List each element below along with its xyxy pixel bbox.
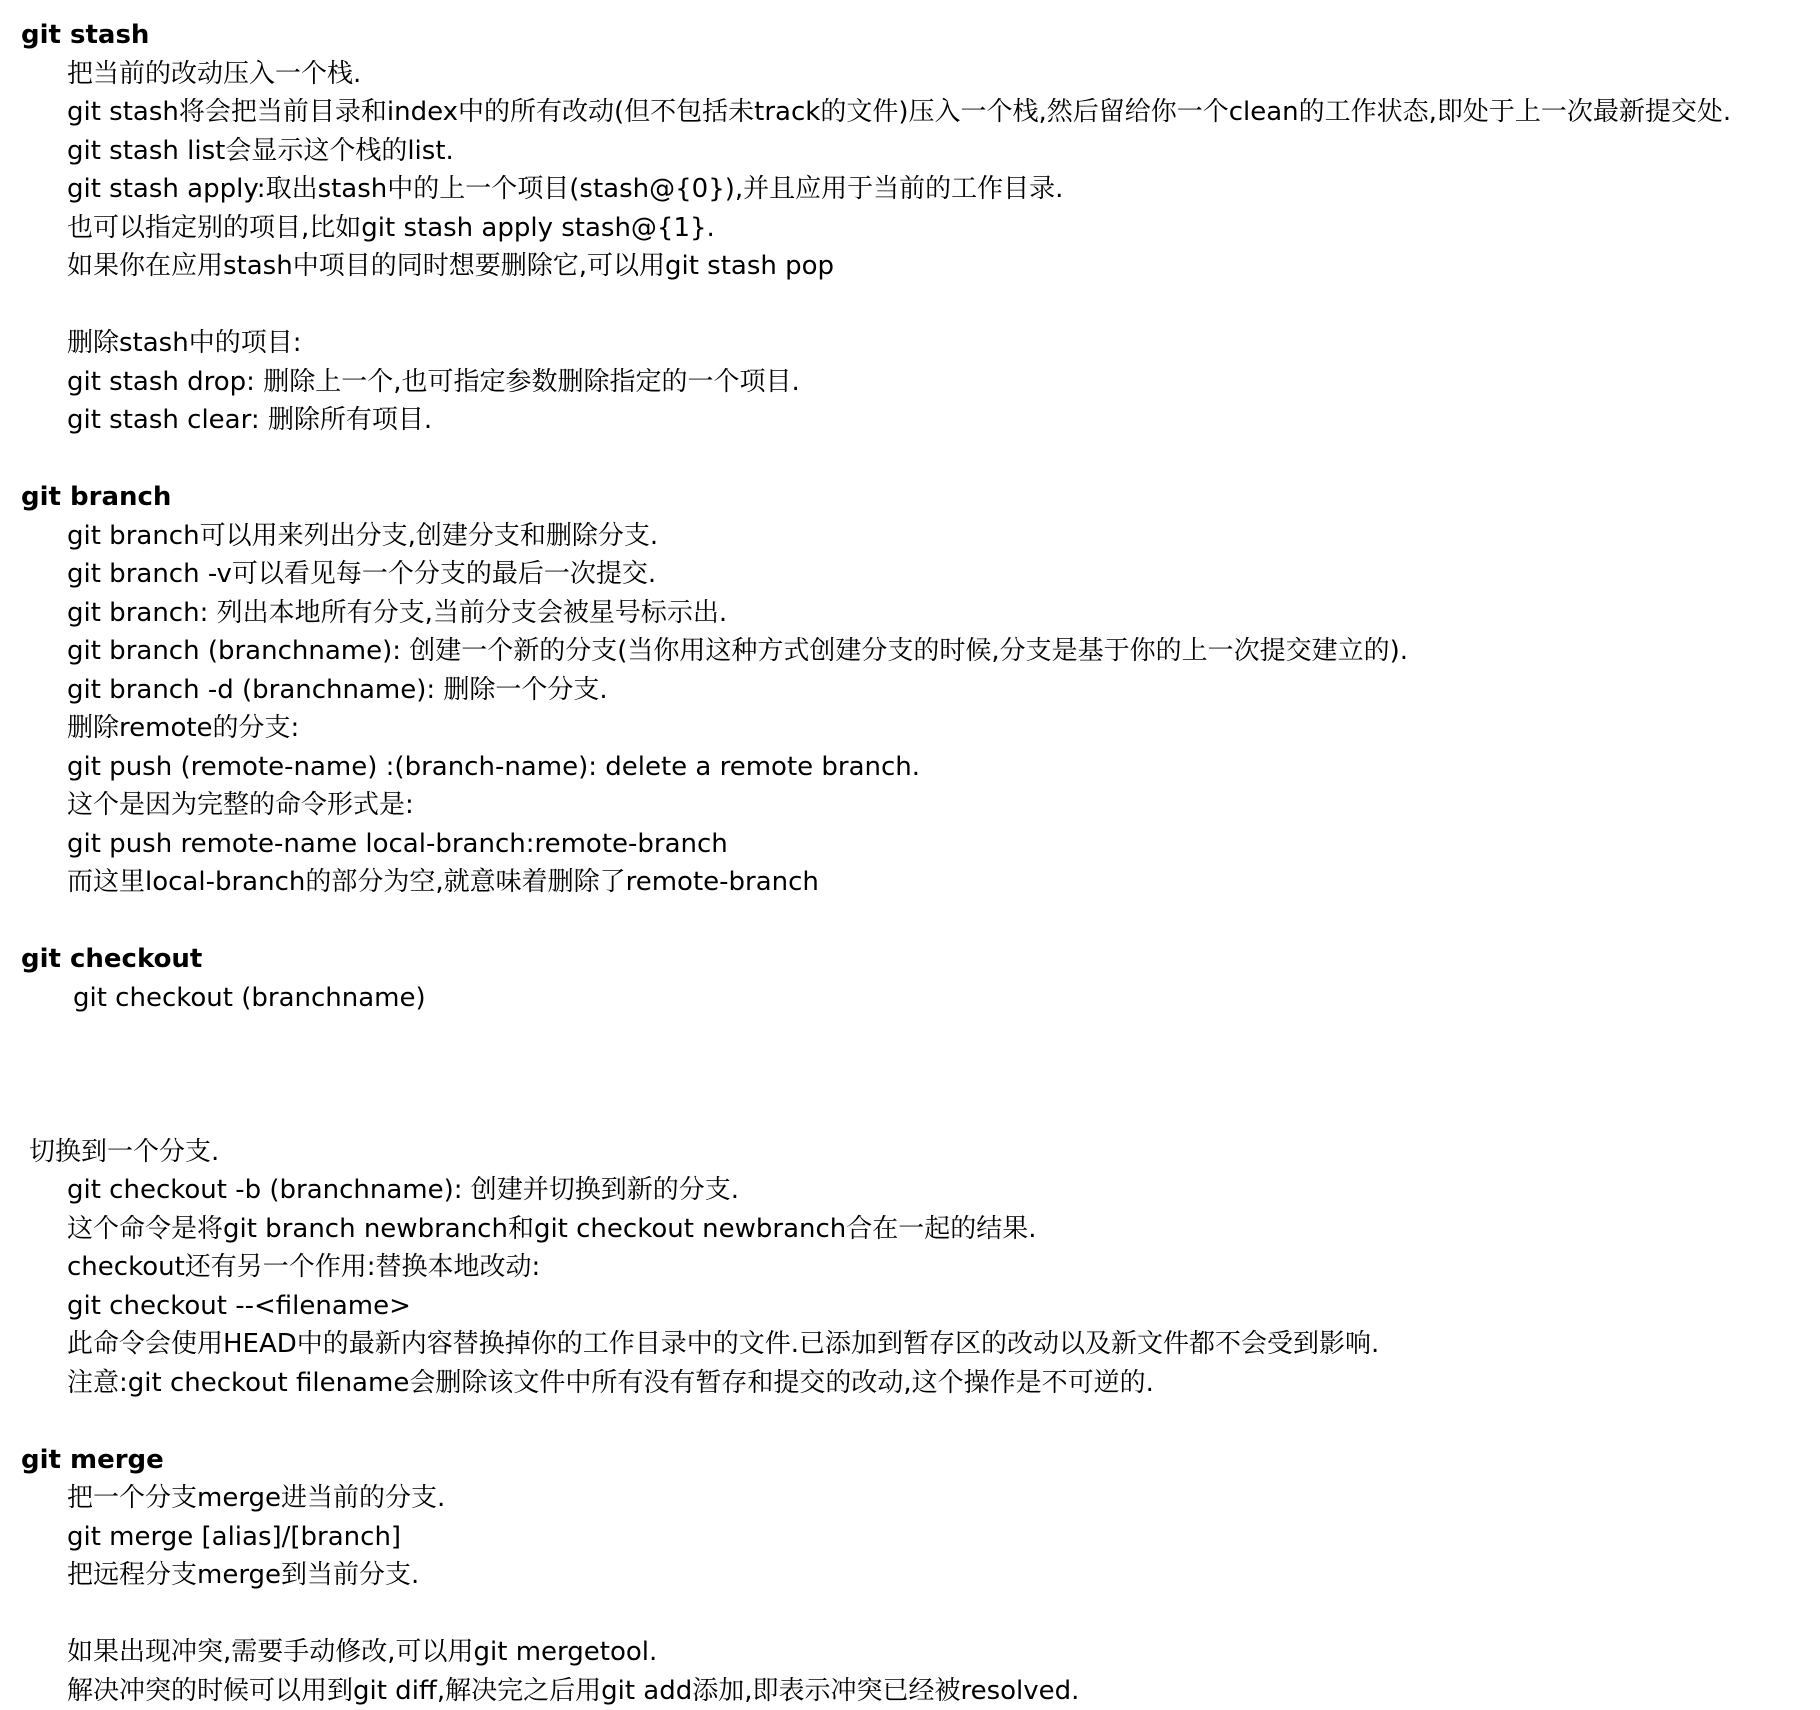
- text-line: git branch: 列出本地所有分支,当前分支会被星号标示出.: [21, 594, 1820, 633]
- section-title-checkout: git checkout: [21, 940, 1820, 979]
- text-line: 而这里local-branch的部分为空,就意味着删除了remote-branch: [21, 863, 1820, 902]
- text-line: 删除remote的分支:: [21, 709, 1820, 748]
- text-line: 此命令会使用HEAD中的最新内容替换掉你的工作目录中的文件.已添加到暂存区的改动以及新文件都不会受到影响.: [21, 1325, 1820, 1364]
- text-line: 把远程分支merge到当前分支.: [21, 1556, 1820, 1595]
- text-line: 切换到一个分支.: [21, 1133, 1820, 1172]
- text-line: 也可以指定别的项目,比如git stash apply stash@{1}.: [21, 209, 1820, 248]
- text-line: git checkout -b (branchname): 创建并切换到新的分支.: [21, 1171, 1820, 1210]
- blank-line: [21, 440, 1820, 479]
- section-git-checkout: [21, 940, 1820, 1402]
- text-line: git branch -v可以看见每一个分支的最后一次提交.: [21, 555, 1820, 594]
- text-line: git stash clear: 删除所有项目.: [21, 401, 1820, 440]
- text-line: 删除stash中的项目:: [21, 324, 1820, 363]
- text-line: git stash list会显示这个栈的list.: [21, 132, 1820, 171]
- section-git-merge: [21, 1441, 1820, 1710]
- text-line: git push remote-name local-branch:remote-branch: [21, 825, 1820, 864]
- text-line: git checkout (branchname): [21, 979, 1820, 1018]
- text-line: git merge [alias]/[branch]: [21, 1518, 1820, 1557]
- text-line: git branch可以用来列出分支,创建分支和删除分支.: [21, 517, 1820, 556]
- text-line: 如果你在应用stash中项目的同时想要删除它,可以用git stash pop: [21, 247, 1820, 286]
- section-title-branch: git branch: [21, 478, 1820, 517]
- text-line: 如果出现冲突,需要手动修改,可以用git mergetool.: [21, 1633, 1820, 1672]
- text-line: git branch (branchname): 创建一个新的分支(当你用这种方式创建分支的时候,分支是基于你的上一次提交建立的).: [21, 632, 1820, 671]
- text-line: git push (remote-name) :(branch-name): delete a remote branch.: [21, 748, 1820, 787]
- text-line: checkout还有另一个作用:替换本地改动:: [21, 1248, 1820, 1287]
- text-line: 把当前的改动压入一个栈.: [21, 55, 1820, 94]
- section-git-branch: [21, 478, 1820, 902]
- text-line: 把一个分支merge进当前的分支.: [21, 1479, 1820, 1518]
- blank-line: [21, 286, 1820, 325]
- text-line: 注意:git checkout filename会删除该文件中所有没有暂存和提交的改动,这个操作是不可逆的.: [21, 1364, 1820, 1403]
- blank-gap: [21, 1017, 1820, 1133]
- text-line: 这个是因为完整的命令形式是:: [21, 786, 1820, 825]
- section-git-stash: [21, 16, 1820, 440]
- text-line: git branch -d (branchname): 删除一个分支.: [21, 671, 1820, 710]
- section-title-stash: git stash: [21, 16, 1820, 55]
- blank-line: [21, 1595, 1820, 1634]
- text-line: git stash apply:取出stash中的上一个项目(stash@{0}),并且应用于当前的工作目录.: [21, 170, 1820, 209]
- text-line: git stash drop: 删除上一个,也可指定参数删除指定的一个项目.: [21, 363, 1820, 402]
- text-line: 解决冲突的时候可以用到git diff,解决完之后用git add添加,即表示冲突已经被resolved.: [21, 1672, 1820, 1710]
- section-title-merge: git merge: [21, 1441, 1820, 1480]
- text-line: git stash将会把当前目录和index中的所有改动(但不包括未track的文件)压入一个栈,然后留给你一个clean的工作状态,即处于上一次最新提交处.: [21, 93, 1820, 132]
- blank-line: [21, 1402, 1820, 1441]
- blank-line: [21, 902, 1820, 941]
- text-line: git checkout --<filename>: [21, 1287, 1820, 1326]
- text-line: 这个命令是将git branch newbranch和git checkout newbranch合在一起的结果.: [21, 1210, 1820, 1249]
